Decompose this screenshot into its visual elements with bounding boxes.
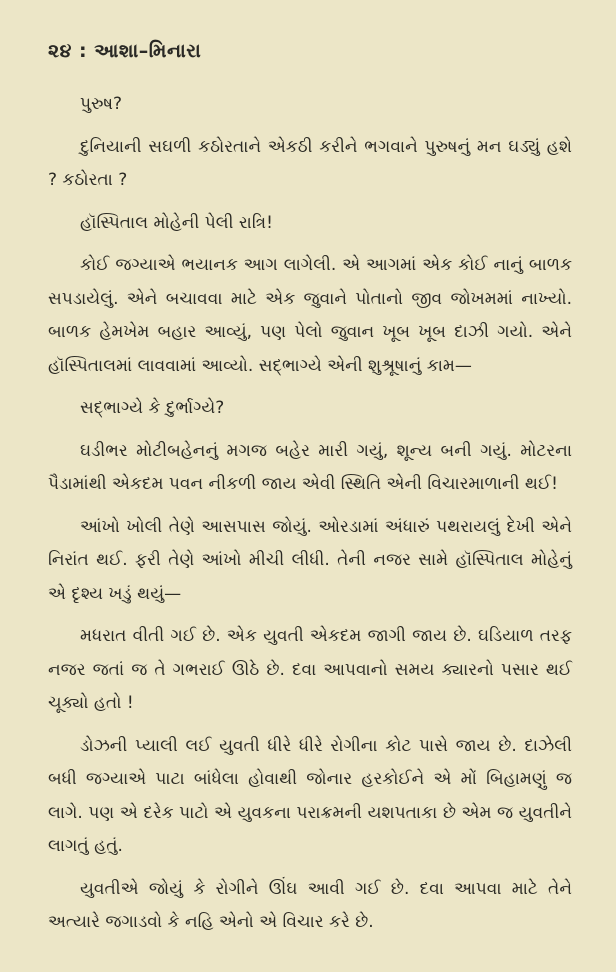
paragraph-2: દુનિયાની સઘળી કઠોરતાને એકઠી કરીને ભગવાને પુરુષનું મન ઘડ્યું હશે ? કઠોરતા ? (48, 136, 572, 190)
paragraph-10: યુવતીએ જોયું કે રોગીને ઊંઘ આવી ગઈ છે. દવા આપવા માટે તેને અત્યારે જગાડવો કે નહિ એનો એ વિચાર કરે છે. (48, 878, 572, 932)
paragraph-1: પુરુષ? (80, 94, 123, 114)
paragraph-8: મધરાત વીતી ગઈ છે. એક યુવતી એકદમ જાગી જાય છે. ઘડિયાળ તરફ નજર જતાં જ તે ગભરાઈ ઊઠે છે. દવા આપવાનો સમય ક્યારનો પસાર થઈ ચૂક્યો હતો ! (48, 626, 572, 713)
paragraph-6: ઘડીભર મોટીબહેનનું મગજ બહેર મારી ગયું, શૂન્ય બની ગયું. મોટરના પૈડામાંથી એકદમ પવન નીકળી જાય એવી સ્થિતિ એની વિચારમાળાની થઈ! (48, 440, 572, 494)
paragraph-9: ડોઝની પ્યાલી લઈ યુવતી ધીરે ધીરે રોગીના કોટ પાસે જાય છે. દાઝેલી બધી જગ્યાએ પાટા બાંધેલા હોવાથી જોનાર હરકોઈને એ મોં બિહામણું જ લાગે. પણ એ દરેક પાટો એ યુવકના પરાક્રમની યશપતાકા છે એમ જ યુવતીને લાગતું હતું. (48, 735, 572, 856)
paragraph-5: સદ્‌ભાગ્યે કે દુર્ભાગ્યે? (80, 398, 225, 418)
paragraph-7: આંખો ખોલી તેણે આસપાસ જોયું. ઓરડામાં અંધારું પથરાયલું દેખી એને નિરાંત થઈ. ફરી તેણે આંખો મીચી લીધી. તેની નજર સામે હૉસ્પિતાલ મોહેનું એ દૃશ્ય ખડું થયું— (48, 516, 572, 604)
paragraph-3: હૉસ્પિતાલ મોહેની પેલી રાત્રિ! (80, 212, 273, 233)
running-head: ૨૪ : આશા–મિનારા (48, 40, 202, 62)
paragraph-4: કોઈ જગ્યાએ ભયાનક આગ લાગેલી. એ આગમાં એક કોઈ નાનું બાળક સપડાયેલું. એને બચાવવા માટે એક જુવાને પોતાનો જીવ જોખમમાં નાખ્યો. બાળક હેમખેમ બહાર આવ્યું, પણ પેલો જુવાન ખૂબ ખૂબ દાઝી ગયો. એને હૉસ્પિતાલમાં લાવવામાં આવ્યો. સદ્‌ભાગ્યે એની શુશ્રૂષાનું કામ— (48, 255, 572, 376)
